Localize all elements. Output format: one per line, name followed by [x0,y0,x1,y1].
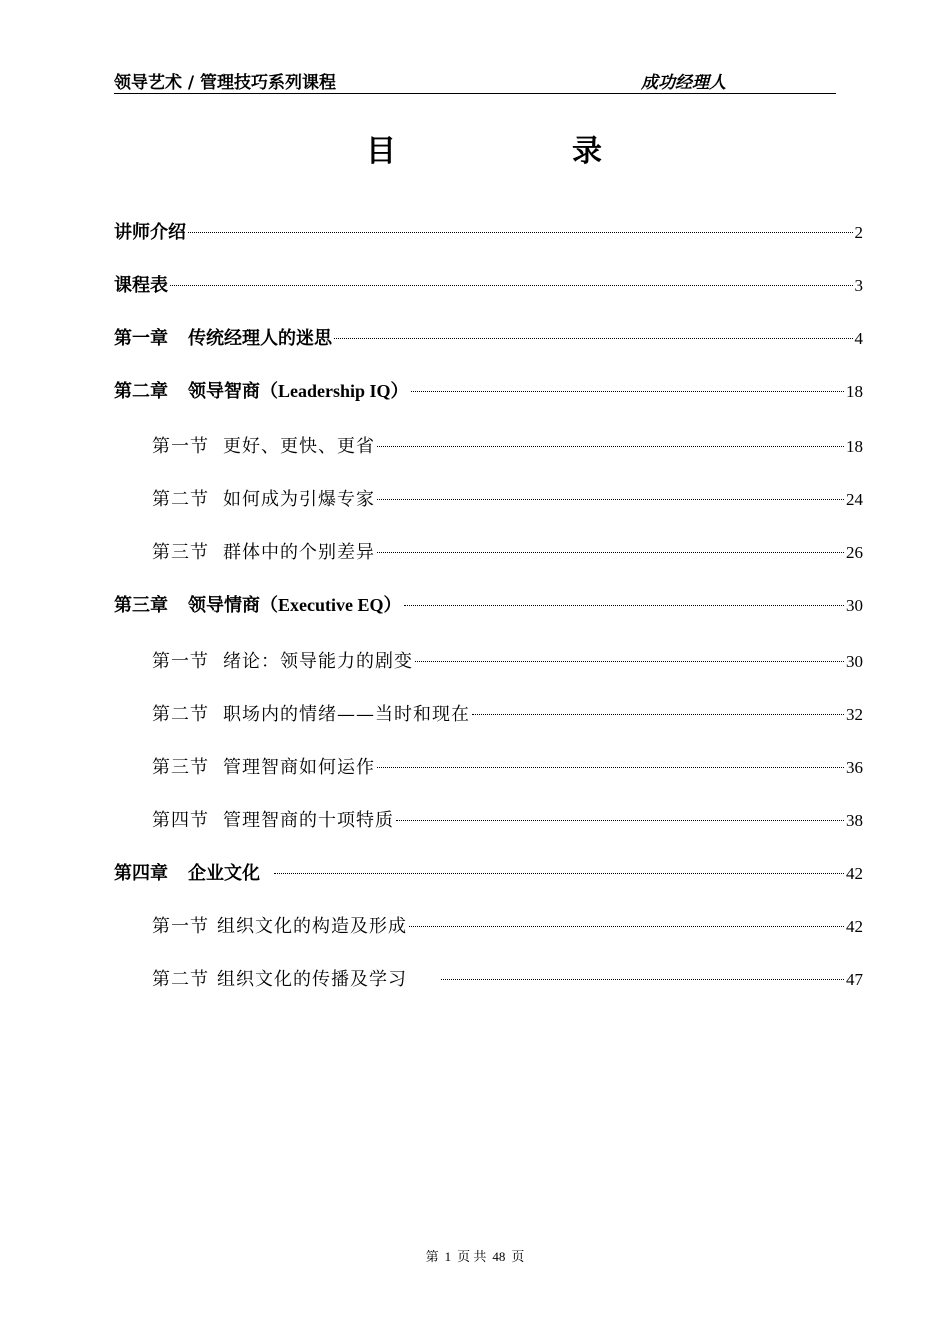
toc-entry-label: 组织文化的构造及形成 [217,916,407,937]
toc-entry-ch3-section-2[interactable] [152,700,863,726]
toc-page-number: 2 [854,223,863,242]
toc-page-number: 18 [846,437,863,456]
footer-mid: 页 共 [457,1249,487,1264]
toc-page-number: 18 [846,382,863,401]
toc-entry-ch2-section-1[interactable] [152,432,863,458]
toc-entry-ch4-section-2[interactable] [152,965,863,991]
toc-entry-chapter-4[interactable] [114,859,863,885]
toc-title-char-2: 录 [572,134,602,169]
toc-entry-ch2-section-2[interactable] [152,485,863,511]
toc-entry-label: 课程表 [114,275,168,296]
toc-entry-ch4-section-1[interactable] [152,912,863,938]
toc-entry-label-tail: ） [390,381,409,402]
toc-title-char-1: 目 [366,134,396,169]
dot-leader [377,499,844,500]
dot-leader [415,661,844,662]
toc-entry-number: 第二节 [152,969,209,990]
toc-entry-label: 领导智商（ [188,381,278,402]
toc-entry-ch3-section-1[interactable] [152,647,863,673]
toc-entry-number: 第一节 [152,651,209,672]
toc-entry-instructor-intro[interactable] [114,218,863,244]
toc-entry-number: 第三节 [152,757,209,778]
dot-leader [377,767,844,768]
toc-entry-number: 第一节 [152,916,209,937]
toc-entry-number: 第三节 [152,542,209,563]
toc-entry-ch3-section-4[interactable] [152,806,863,832]
toc-entry-number: 第一节 [152,436,209,457]
dot-leader [188,232,853,233]
toc-entry-label: 管理智商的十项特质 [223,810,394,831]
toc-entry-label: 如何成为引爆专家 [223,489,375,510]
page-footer [0,1246,950,1265]
toc-entry-ch2-section-3[interactable] [152,538,863,564]
toc-entry-label-tail: ） [383,595,402,616]
toc-entry-chapter-1[interactable] [114,324,863,350]
toc-entry-label: 传统经理人的迷思 [188,328,332,349]
toc-page-number: 4 [854,329,863,348]
dot-leader [274,873,844,874]
toc-page-number: 24 [846,490,863,509]
toc-entry-label: 企业文化 [188,863,260,884]
toc-entry-chapter-2[interactable] [114,377,863,403]
toc-page-number: 26 [846,543,863,562]
toc-entry-number: 第二节 [152,489,209,510]
header-course-series: 领导艺术 / 管理技巧系列课程 [114,73,337,93]
toc-entry-label: 管理智商如何运作 [223,757,375,778]
dot-leader [404,605,845,606]
toc-entry-label: 更好、更快、更省 [223,436,375,457]
toc-page-number: 42 [846,917,863,936]
toc-entry-schedule[interactable] [114,271,863,297]
dot-leader [170,285,853,286]
dot-leader [409,926,844,927]
toc-entry-number: 第二节 [152,704,209,725]
toc-page-number: 36 [846,758,863,777]
toc-entry-number: 第一章 [114,328,168,349]
dot-leader [411,391,844,392]
toc-entry-number: 第四节 [152,810,209,831]
footer-current-page: 1 [444,1249,452,1264]
toc-page-number: 32 [846,705,863,724]
dot-leader [334,338,853,339]
toc-entry-label: 讲师介绍 [114,222,186,243]
toc-entry-chapter-3[interactable] [114,591,863,617]
toc-entry-number: 第三章 [114,595,168,616]
toc-page-number: 42 [846,864,863,883]
toc-entry-label: 组织文化的传播及学习 [217,969,407,990]
footer-total-pages: 48 [492,1249,506,1264]
toc-entry-label: 职场内的情绪——当时和现在 [223,704,470,725]
toc-page-number: 3 [854,276,863,295]
toc-entry-label: 领导情商（ [188,595,278,616]
header-brand: 成功经理人 [641,73,726,93]
toc-entry-english: Leadership IQ [278,381,391,401]
toc-entry-label: 群体中的个别差异 [223,542,375,563]
toc-page-number: 30 [846,652,863,671]
footer-suffix: 页 [511,1249,525,1264]
dot-leader [377,552,844,553]
toc-page-number: 47 [846,970,863,989]
toc-entry-label: 绪论：领导能力的剧变 [223,651,413,672]
dot-leader [472,714,844,715]
toc-entry-ch3-section-3[interactable] [152,753,863,779]
dot-leader [441,979,844,980]
dot-leader [396,820,844,821]
dot-leader [377,446,844,447]
footer-prefix: 第 [425,1249,439,1264]
toc-page-number: 30 [846,596,863,615]
toc-page-number: 38 [846,811,863,830]
toc-entry-english: Executive EQ [278,595,384,615]
toc-entry-number: 第二章 [114,381,168,402]
toc-entry-number: 第四章 [114,863,168,884]
